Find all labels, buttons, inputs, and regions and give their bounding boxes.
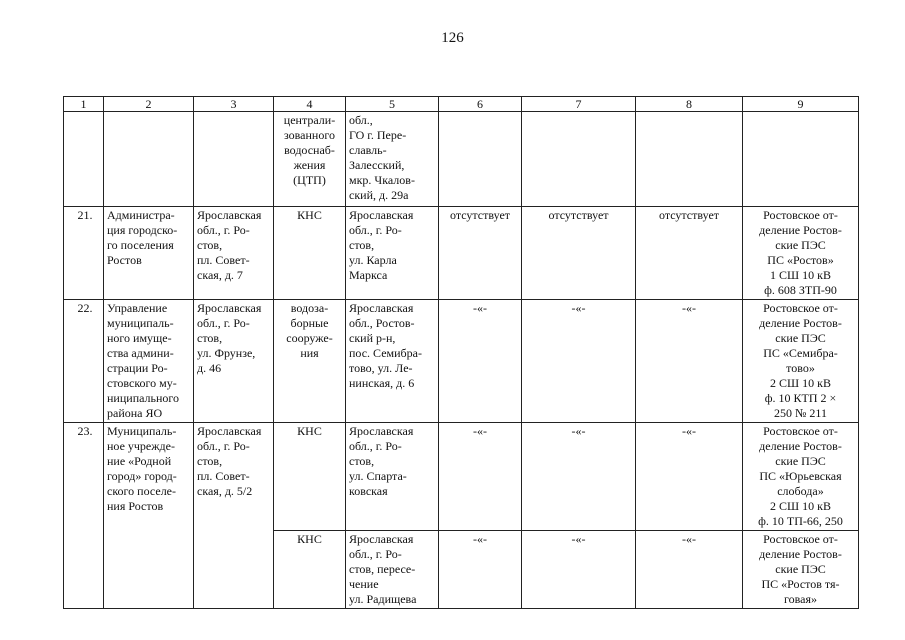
cell-line: Муниципаль-: [107, 424, 177, 438]
cell-line: Ярославская: [349, 424, 414, 438]
cell-line: 250 № 211: [773, 406, 827, 420]
cell-line: обл., г. Ро-: [197, 223, 250, 237]
cell-line: ф. 10 ТП-66, 250: [758, 514, 843, 528]
cell-line: ская, д. 7: [197, 268, 243, 282]
cell-line: Ярославская: [349, 532, 414, 546]
cell-line: деление Ростов-: [759, 316, 842, 330]
cell-line: стов,: [349, 238, 375, 252]
cell-line: говая»: [784, 592, 817, 606]
cell-line: стов,: [197, 331, 223, 345]
cell-line: чение: [349, 577, 379, 591]
cell-supply: [743, 300, 859, 423]
cell-col6: -«-: [439, 531, 522, 609]
cell-line: КНС: [297, 208, 322, 222]
cell-col6: [439, 112, 522, 207]
cell-line: ского поселе-: [107, 484, 176, 498]
cell-owner: [104, 300, 194, 423]
cell-num: [64, 112, 104, 207]
cell-line: ские ПЭС: [775, 331, 826, 345]
cell-line: нинская, д. 6: [349, 376, 415, 390]
cell-line: Ростов: [107, 253, 142, 267]
cell-object-address: [346, 207, 439, 300]
cell-line: ская, д. 5/2: [197, 484, 253, 498]
cell-line: Ярославская: [197, 301, 262, 315]
cell-line: водоза-: [290, 301, 329, 315]
header-cell: 9: [743, 97, 859, 112]
cell-owner-address: [194, 207, 274, 300]
cell-line: 1 СШ 10 кВ: [770, 268, 831, 282]
cell-line: ул. Радищева: [349, 592, 417, 606]
cell-object: [274, 531, 346, 609]
cell-col6: -«-: [439, 300, 522, 423]
cell-col8: отсутствует: [636, 207, 743, 300]
cell-line: пл. Совет-: [197, 253, 250, 267]
cell-line: ПС «Ростов тя-: [761, 577, 840, 591]
cell-line: Ростовское от-: [763, 424, 838, 438]
table-row: [64, 423, 859, 531]
cell-line: обл., г. Ро-: [197, 439, 250, 453]
cell-col8: -«-: [636, 531, 743, 609]
cell-owner: [104, 423, 194, 609]
cell-line: жения: [293, 158, 326, 172]
cell-line: ное учрежде-: [107, 439, 175, 453]
cell-supply: [743, 423, 859, 531]
cell-line: ства админи-: [107, 346, 174, 360]
cell-line: зованного: [284, 128, 335, 142]
cell-object: [274, 112, 346, 207]
cell-line: ул. Фрунзе,: [197, 346, 256, 360]
cell-col6: -«-: [439, 423, 522, 531]
cell-line: го поселения: [107, 238, 174, 252]
cell-col8: -«-: [636, 423, 743, 531]
header-cell: 3: [194, 97, 274, 112]
cell-object: [274, 300, 346, 423]
header-cell: 4: [274, 97, 346, 112]
cell-line: стов,: [197, 238, 223, 252]
cell-num: 23.: [64, 423, 104, 609]
cell-line: тово»: [786, 361, 815, 375]
cell-object-address: [346, 423, 439, 531]
cell-line: ного имуще-: [107, 331, 172, 345]
cell-line: Ростовское от-: [763, 208, 838, 222]
cell-line: ские ПЭС: [775, 454, 826, 468]
cell-line: ПС «Юрьевская: [759, 469, 842, 483]
header-cell: 6: [439, 97, 522, 112]
cell-line: борные: [290, 316, 329, 330]
cell-line: деление Ростов-: [759, 547, 842, 561]
cell-line: ф. 608 ЗТП-90: [764, 283, 837, 297]
cell-object-address: [346, 112, 439, 207]
cell-num: 22.: [64, 300, 104, 423]
cell-line: город» город-: [107, 469, 177, 483]
cell-line: Ярославская: [197, 208, 262, 222]
data-table: [63, 96, 859, 609]
cell-line: Ростовское от-: [763, 301, 838, 315]
cell-line: ул. Спарта-: [349, 469, 407, 483]
cell-line: стов,: [349, 454, 375, 468]
cell-line: обл.,: [349, 113, 373, 127]
cell-line: слобода»: [777, 484, 824, 498]
cell-line: 2 СШ 10 кВ: [770, 376, 831, 390]
cell-supply: [743, 112, 859, 207]
cell-owner-address: [194, 112, 274, 207]
cell-line: стов, пересе-: [349, 562, 416, 576]
cell-line: ция городско-: [107, 223, 178, 237]
cell-owner-address: [194, 300, 274, 423]
cell-line: ния Ростов: [107, 499, 164, 513]
cell-line: деление Ростов-: [759, 439, 842, 453]
cell-line: 2 СШ 10 кВ: [770, 499, 831, 513]
cell-line: ский р-н,: [349, 331, 396, 345]
cell-line: стов,: [197, 454, 223, 468]
cell-owner: [104, 112, 194, 207]
cell-col7: [522, 112, 636, 207]
cell-line: муниципаль-: [107, 316, 174, 330]
header-cell: 7: [522, 97, 636, 112]
cell-col8: -«-: [636, 300, 743, 423]
cell-owner-address: [194, 423, 274, 609]
cell-supply: [743, 531, 859, 609]
cell-line: славль-: [349, 143, 387, 157]
cell-line: ния: [300, 346, 319, 360]
cell-line: стовского му-: [107, 376, 177, 390]
cell-supply: [743, 207, 859, 300]
cell-line: ние «Родной: [107, 454, 172, 468]
cell-line: обл., г. Ро-: [197, 316, 250, 330]
cell-line: деление Ростов-: [759, 223, 842, 237]
cell-line: д. 46: [197, 361, 222, 375]
cell-line: ул. Карла: [349, 253, 397, 267]
cell-line: обл., г. Ро-: [349, 439, 402, 453]
cell-line: ниципального: [107, 391, 180, 405]
cell-line: тово, ул. Ле-: [349, 361, 413, 375]
cell-line: страции Ро-: [107, 361, 168, 375]
header-cell: 1: [64, 97, 104, 112]
page-number: 126: [441, 30, 464, 46]
cell-line: Залесский,: [349, 158, 405, 172]
cell-line: ковская: [349, 484, 388, 498]
cell-line: района ЯО: [107, 406, 163, 420]
cell-line: ф. 10 КТП 2 ×: [764, 391, 837, 405]
cell-line: Ярославская: [197, 424, 262, 438]
cell-line: (ЦТП): [293, 173, 326, 187]
cell-object-address: [346, 531, 439, 609]
cell-line: централи-: [283, 113, 336, 127]
cell-line: КНС: [297, 532, 322, 546]
cell-owner: [104, 207, 194, 300]
cell-object-address: [346, 300, 439, 423]
cell-col7: -«-: [522, 300, 636, 423]
cell-line: ГО г. Пере-: [349, 128, 407, 142]
table-row: [64, 112, 859, 207]
cell-line: пос. Семибра-: [349, 346, 422, 360]
cell-line: ПС «Семибра-: [763, 346, 838, 360]
header-cell: 8: [636, 97, 743, 112]
cell-object: [274, 423, 346, 531]
cell-line: обл., г. Ро-: [349, 223, 402, 237]
cell-line: ПС «Ростов»: [767, 253, 834, 267]
cell-line: Управление: [107, 301, 168, 315]
cell-line: КНС: [297, 424, 322, 438]
header-cell: 2: [104, 97, 194, 112]
cell-line: Ярославская: [349, 208, 414, 222]
cell-line: Администра-: [107, 208, 175, 222]
cell-line: мкр. Чкалов-: [349, 173, 415, 187]
header-cell: 5: [346, 97, 439, 112]
cell-num: 21.: [64, 207, 104, 300]
cell-line: обл., г. Ро-: [349, 547, 402, 561]
cell-line: Ярославская: [349, 301, 414, 315]
cell-col7: отсутствует: [522, 207, 636, 300]
cell-line: обл., Ростов-: [349, 316, 415, 330]
cell-col7: -«-: [522, 423, 636, 531]
cell-col8: [636, 112, 743, 207]
cell-line: ский, д. 29а: [349, 188, 409, 202]
cell-line: водоснаб-: [284, 143, 335, 157]
table-row: [64, 207, 859, 300]
cell-line: ские ПЭС: [775, 238, 826, 252]
cell-col7: -«-: [522, 531, 636, 609]
cell-line: Ростовское от-: [763, 532, 838, 546]
cell-line: сооруже-: [286, 331, 333, 345]
cell-line: пл. Совет-: [197, 469, 250, 483]
cell-line: Маркса: [349, 268, 388, 282]
table-row: [64, 300, 859, 423]
header-row: [64, 97, 859, 112]
cell-line: ские ПЭС: [775, 562, 826, 576]
cell-col6: отсутствует: [439, 207, 522, 300]
cell-object: [274, 207, 346, 300]
